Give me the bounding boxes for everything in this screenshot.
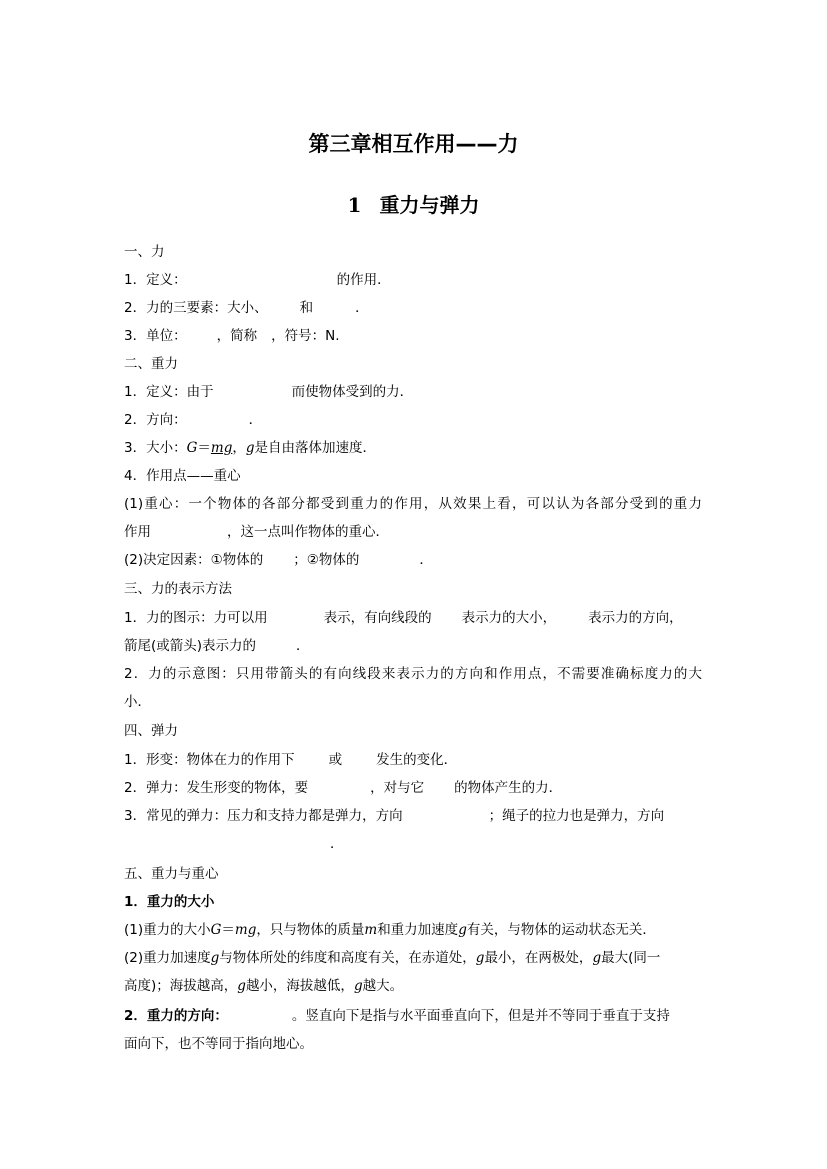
common-elastic-force-text-2: ． — [330, 836, 344, 852]
section-title-text: 重力与弹力 — [379, 193, 480, 217]
gravity-acceleration-text-2: 高度)；海拔越高，g越小，海拔越低，g越大。 — [124, 978, 404, 994]
determining-factors: (2)决定因素：①物体的 ；②物体的 ． — [124, 552, 433, 568]
gravity-definition: 1．定义：由于 而使物体受到的力． — [124, 384, 414, 400]
gravity-magnitude: 3．大小：G＝mg，g是自由落体加速度． — [124, 440, 376, 456]
section-number: 1 — [347, 193, 362, 217]
center-of-gravity-text: (1)重心：一个物体的各部分都受到重力的作用，从效果上看，可以认为各部分受到的重力 — [124, 496, 702, 512]
heading-gravity-center: 五、重力与重心 — [124, 866, 219, 882]
gravity-acceleration-text: (2)重力加速度g与物体所处的纬度和高度有关，在赤道处，g最小，在两极处，g最大(同一 — [124, 950, 661, 966]
force-sketch-text: 2．力的示意图：只用带箭头的有向线段来表示力的方向和作用点，不需要准确标度力的大 — [124, 666, 702, 682]
heading-force: 一、力 — [124, 244, 165, 260]
gravity-size-text: (1)重力的大小G＝mg，只与物体的质量m和重力加速度g有关，与物体的运动状态无关． — [124, 922, 656, 938]
force-diagram-text-2: 箭尾(或箭头)表示力的 ． — [124, 638, 310, 654]
gravity-direction: 2．方向： ． — [124, 412, 263, 428]
force-unit: 3．单位： ，简称 ，符号：N. — [124, 328, 340, 344]
heading-elastic-force: 四、弹力 — [124, 723, 178, 739]
gravity-direction-text-2: 面向下，也不等同于指向地心。 — [124, 1036, 313, 1052]
common-elastic-force-text: 3．常见的弹力：压力和支持力都是弹力，方向 ；绳子的拉力也是弹力，方向 — [124, 808, 665, 824]
force-sketch-text-2: 小． — [124, 694, 151, 710]
force-three-elements: 2．力的三要素：大小、 和 ． — [124, 300, 369, 316]
deformation-text: 1．形变：物体在力的作用下 或 发生的变化． — [124, 752, 458, 768]
chapter-title: 第三章相互作用——力 — [308, 132, 519, 156]
gravity-size-heading: 1．重力的大小 — [124, 894, 215, 910]
force-diagram-text: 1．力的图示：力可以用 表示，有向线段的 表示力的大小， 表示力的方向， — [124, 610, 683, 626]
elastic-force-text: 2．弹力：发生形变的物体，要 ，对与它 的物体产生的力． — [124, 780, 563, 796]
gravity-direction-text: 2．重力的方向： 。竖直向下是指与水平面垂直向下，但是并不等同于垂直于支持 — [124, 1008, 670, 1024]
heading-force-representation: 三、力的表示方法 — [124, 581, 232, 597]
section-title — [0, 189, 827, 218]
force-definition: 1．定义： 的作用． — [124, 272, 391, 288]
gravity-action-point: 4．作用点——重心 — [124, 468, 241, 484]
center-of-gravity-text-2: 作用 ，这一点叫作物体的重心． — [124, 524, 389, 540]
heading-gravity: 二、重力 — [124, 356, 178, 372]
